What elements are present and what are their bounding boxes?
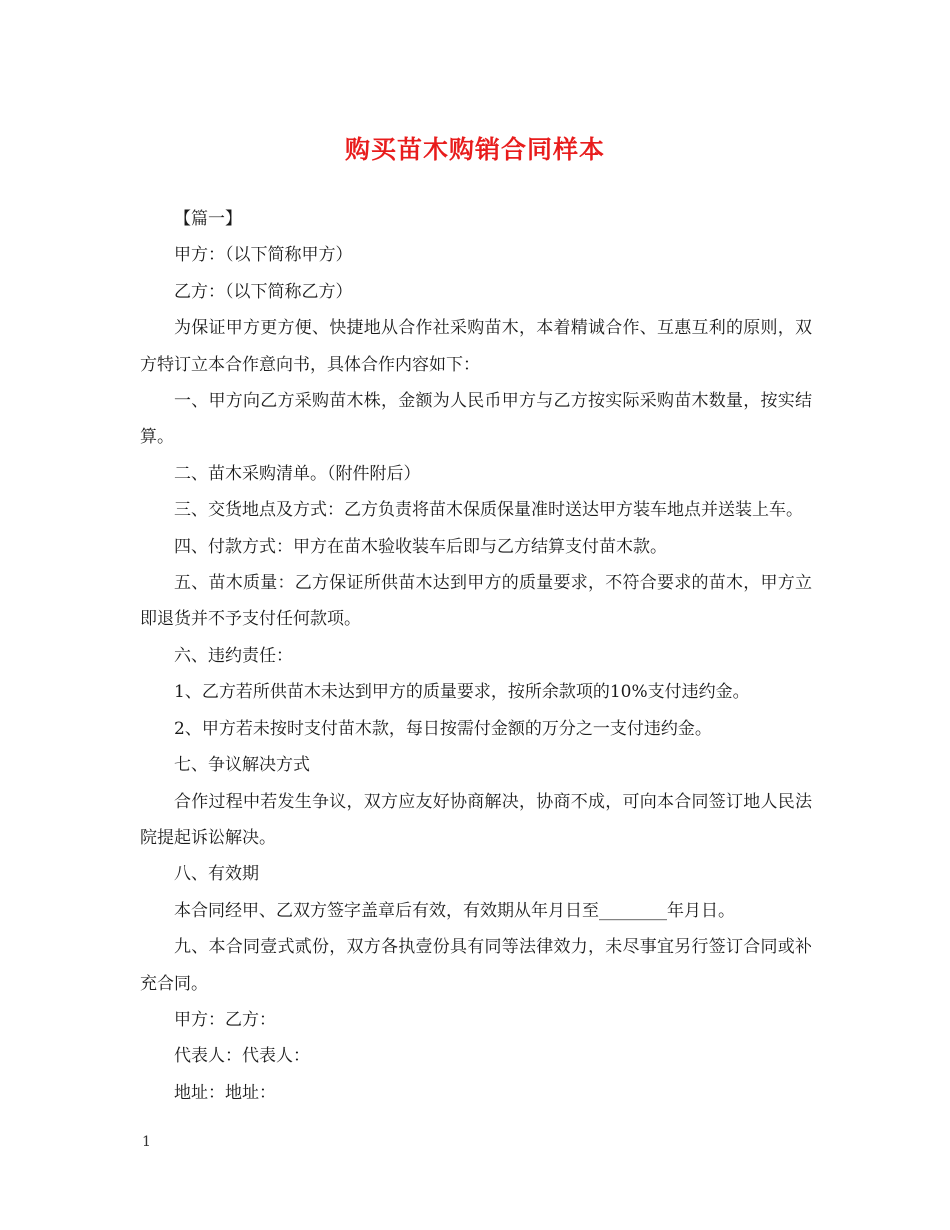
signature-addresses: 地址：地址： (174, 1082, 276, 1103)
clause-6-item-1: 1、乙方若所供苗木未达到甲方的质量要求，按所余款项的10%支付违约金。 (174, 682, 750, 703)
party-a-line: 甲方：（以下简称甲方） (174, 245, 353, 266)
clause-6-heading: 六、违约责任： (174, 645, 293, 666)
page-number: 1 (142, 1134, 151, 1150)
clause-8-heading: 八、有效期 (174, 864, 259, 885)
clause-8-body: 本合同经甲、乙双方签字盖章后有效，有效期从年月日至________年月日。 (174, 900, 735, 921)
clause-3: 三、交货地点及方式：乙方负责将苗木保质保量准时送达甲方装车地点并送装上车。 (174, 500, 803, 521)
signature-representatives: 代表人：代表人： (174, 1046, 310, 1067)
clause-1: 一、甲方向乙方采购苗木株，金额为人民币甲方与乙方按实际采购苗木数量，按实结算。 (140, 391, 812, 448)
clause-9: 九、本合同壹式贰份，双方各执壹份具有同等法律效力，未尽事宜另行签订合同或补充合同。 (140, 937, 812, 994)
preamble-paragraph: 为保证甲方更方便、快捷地从合作社采购苗木，本着精诚合作、互惠互利的原则，双方特订立本合作意向书，具体合作内容如下： (140, 318, 812, 375)
signature-parties: 甲方：乙方： (174, 1009, 276, 1030)
party-b-line: 乙方：（以下简称乙方） (174, 281, 353, 302)
clause-7-heading: 七、争议解决方式 (174, 755, 310, 776)
clause-2: 二、苗木采购清单。（附件附后） (174, 463, 421, 484)
document-title: 购买苗木购销合同样本 (344, 135, 605, 164)
clause-7-body: 合作过程中若发生争议，双方应友好协商解决，协商不成，可向本合同签订地人民法院提起诉讼解决。 (140, 791, 812, 848)
clause-6-item-2: 2、甲方若未按时支付苗木款，每日按需付金额的万分之一支付违约金。 (174, 718, 712, 739)
section-heading: 【篇一】 (174, 209, 242, 229)
clause-5: 五、苗木质量：乙方保证所供苗木达到甲方的质量要求，不符合要求的苗木，甲方立即退货并不予支付任何款项。 (140, 573, 812, 630)
clause-4: 四、付款方式：甲方在苗木验收装车后即与乙方结算支付苗木款。 (174, 536, 667, 557)
document-body (140, 201, 812, 1111)
